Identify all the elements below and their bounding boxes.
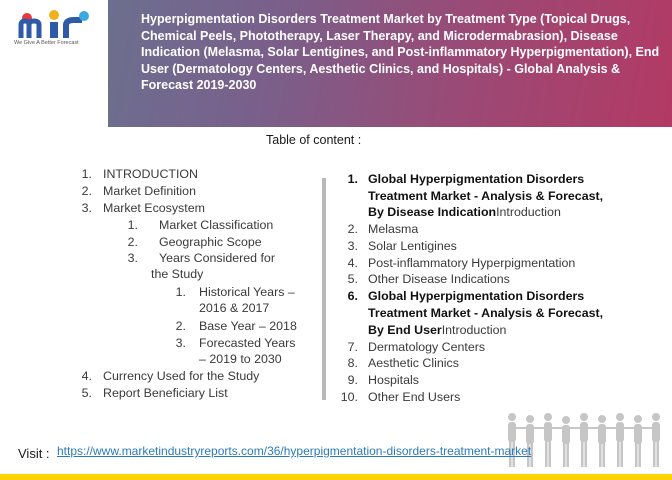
mir-logo-icon [18,8,92,40]
toc-number: 6. [347,289,358,303]
toc-section-heading-line [368,204,561,220]
toc-item: Post-inflammatory Hyperpigmentation [368,256,576,270]
toc-number: 5. [81,386,92,400]
logo [0,0,108,127]
toc-section-heading: Global Hyperpigmentation Disorders [368,289,585,303]
toc-item: Other Disease Indications [368,272,510,286]
toc-subsubitem-continued: – 2019 to 2030 [199,352,282,366]
report-link[interactable]: https://www.marketindustryreports.com/36/hyperpigmentation-disorders-treatment-market [57,444,532,458]
toc-number: 2. [127,235,138,249]
toc-number: 1. [175,285,186,299]
toc-number: 4. [81,369,92,383]
title-banner [108,0,672,127]
toc-item: Hospitals [368,373,419,387]
toc-number: 2. [81,184,92,198]
toc-number: 1. [127,218,138,232]
toc-number: 5. [347,272,358,286]
toc-number: 3. [81,201,92,215]
toc-number: 10. [340,390,358,404]
toc-section-heading: Global Hyperpigmentation Disorders [368,172,585,186]
report-title: Hyperpigmentation Disorders Treatment Market by Treatment Type (Topical Drugs, Chemical Peels, Phototherapy, Laser Therapy, and Microdermabrasion), Disease Indication (Melasma, Solar Lentigines, and Post-inflammatory Hyperpigmentation), End User (Dermatology Centers, Aesthetic Clinics, and Hospitals) - Global Analysis & Forecast 2019-2030 [141,12,660,93]
toc-item: Solar Lentigines [368,239,457,253]
toc-number: 3. [175,336,186,350]
toc-item: Report Beneficiary List [103,386,228,400]
toc-section-label: By Disease Indication [368,205,497,219]
toc-subsubitem: Historical Years – [199,285,295,299]
toc-item: Introduction [496,205,561,219]
logo-tagline: We Give A Better Forecast [14,40,79,46]
people-silhouette-icon [500,405,672,475]
toc-subsubitem-continued: 2016 & 2017 [199,301,270,315]
toc-item: INTRODUCTION [103,167,198,181]
toc-number: 7. [347,340,358,354]
toc-item: Melasma [368,222,419,236]
toc-subsubitem: Base Year – 2018 [199,319,297,333]
toc-number: 2. [175,319,186,333]
toc-item: Currency Used for the Study [103,369,260,383]
toc-item: Introduction [441,323,507,337]
toc-number: 9. [347,373,358,387]
toc-item: Other End Users [368,390,461,404]
toc-number: 1. [347,172,358,186]
column-divider [322,178,326,400]
toc-item: Aesthetic Clinics [368,356,459,370]
toc-number: 3. [347,239,358,253]
toc-item: Market Ecosystem [103,201,205,215]
toc-section-label: By End User [368,323,442,337]
toc-heading: Table of content : [266,133,362,147]
toc-section-heading: Treatment Market - Analysis & Forecast, [368,189,604,203]
toc-item: Market Definition [103,184,196,198]
bottom-accent-bar [0,474,672,480]
toc-section-heading-line [368,322,506,338]
toc-subitem: Years Considered for [159,251,275,265]
visit-label: Visit : [18,446,50,461]
toc-subitem-continued: the Study [151,267,204,281]
toc-subsubitem: Forecasted Years [199,336,296,350]
toc-number: 2. [347,222,358,236]
toc-number: 4. [347,256,358,270]
toc-item: Dermatology Centers [368,340,486,354]
toc-number: 3. [127,251,138,265]
toc-number: 8. [347,356,358,370]
toc-number: 1. [81,167,92,181]
toc-section-heading: Treatment Market - Analysis & Forecast, [368,306,604,320]
toc-subitem: Geographic Scope [159,235,262,249]
toc-subitem: Market Classification [159,218,274,232]
